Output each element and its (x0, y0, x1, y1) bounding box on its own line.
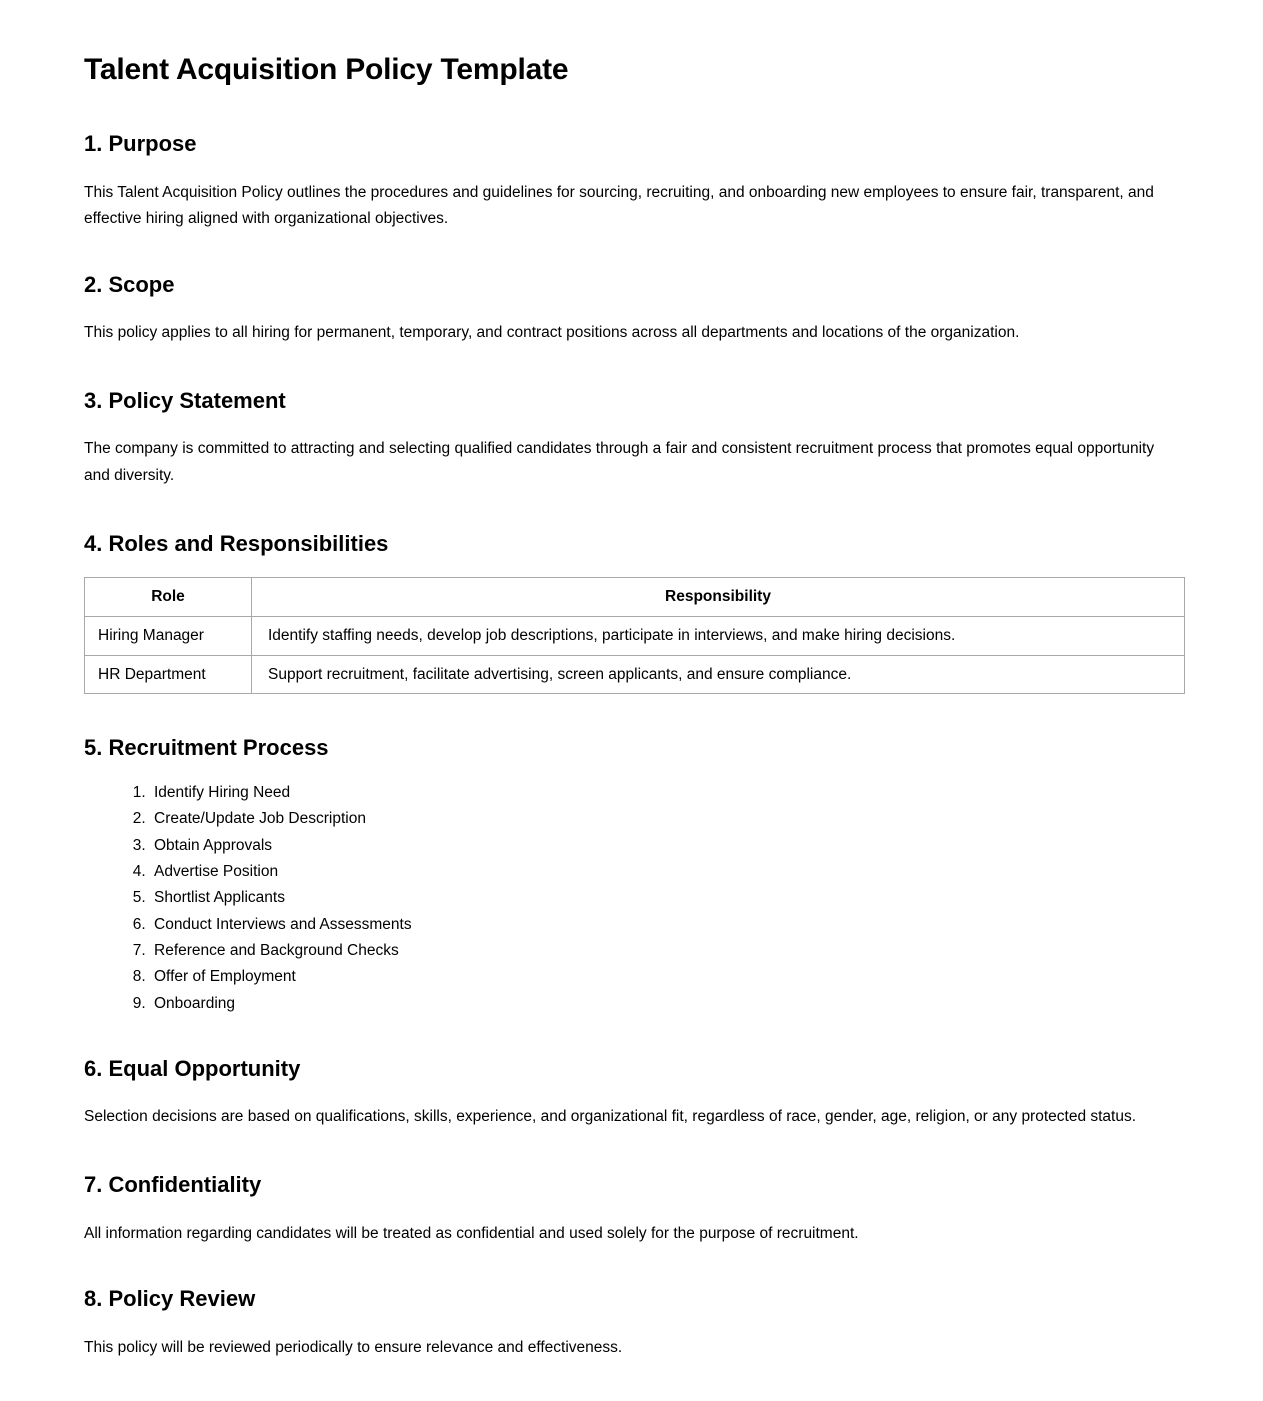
section-policy-statement (84, 387, 1183, 490)
list-item: 6. Conduct Interviews and Assessments (150, 912, 1183, 938)
roles-responsibilities-table (84, 577, 1185, 694)
recruitment-process-list (84, 780, 1183, 1017)
section-body-policy-review: This policy will be reviewed periodically to ensure relevance and effectiveness. (84, 1338, 623, 1356)
section-heading-policy-statement: 3. Policy Statement (84, 387, 286, 413)
section-heading-scope: 2. Scope (84, 271, 175, 297)
table-row (85, 655, 1185, 694)
table-header-row (85, 578, 1185, 617)
table-cell-responsibility: Identify staffing needs, develop job descriptions, participate in interviews, and make hiring decisions. (252, 616, 1185, 655)
list-item: 1. Identify Hiring Need (150, 780, 1183, 806)
section-heading-roles-responsibilities: 4. Roles and Responsibilities (84, 530, 389, 556)
section-confidentiality (84, 1171, 1183, 1247)
section-purpose (84, 130, 1183, 233)
table-header-responsibility: Responsibility (252, 578, 1185, 617)
section-heading-purpose: 1. Purpose (84, 131, 197, 156)
list-item: 2. Create/Update Job Description (150, 806, 1183, 832)
list-item: 4. Advertise Position (150, 859, 1183, 885)
list-item: 8. Offer of Employment (150, 964, 1183, 990)
section-scope (84, 271, 1183, 347)
section-body-purpose: This Talent Acquisition Policy outlines the procedures and guidelines for sourcing, recruiting, and onboarding new employees to ensure fair, transparent, and effective hiring aligned with organizational objectives. (84, 183, 1154, 228)
section-body-scope: This policy applies to all hiring for permanent, temporary, and contract positions across all departments and locations of the organization. (84, 324, 1020, 342)
section-equal-opportunity (84, 1055, 1183, 1131)
table-cell-role: HR Department (85, 655, 252, 694)
section-heading-equal-opportunity: 6. Equal Opportunity (84, 1055, 301, 1081)
list-item: 9. Onboarding (150, 991, 1183, 1017)
section-heading-confidentiality: 7. Confidentiality (84, 1172, 262, 1198)
section-roles-responsibilities (84, 530, 1183, 695)
table-header-role: Role (85, 578, 252, 617)
list-item: 7. Reference and Background Checks (150, 938, 1183, 964)
section-body-equal-opportunity: Selection decisions are based on qualifications, skills, experience, and organizational fit, regardless of race, gender, age, religion, or any protected status. (84, 1108, 1137, 1126)
section-body-policy-statement: The company is committed to attracting and selecting qualified candidates through a fair and consistent recruitment process that promotes equal opportunity and diversity. (84, 440, 1155, 485)
section-heading-recruitment-process: 5. Recruitment Process (84, 735, 329, 761)
section-heading-policy-review: 8. Policy Review (84, 1286, 256, 1312)
section-policy-review (84, 1285, 1183, 1361)
list-item: 5. Shortlist Applicants (150, 885, 1183, 911)
section-recruitment-process (84, 734, 1183, 1017)
list-item: 3. Obtain Approvals (150, 833, 1183, 859)
section-body-confidentiality: All information regarding candidates will be treated as confidential and used solely for the purpose of recruitment. (84, 1224, 859, 1242)
table-row (85, 616, 1185, 655)
table-cell-role: Hiring Manager (85, 616, 252, 655)
page-title: Talent Acquisition Policy Template (84, 53, 569, 86)
table-cell-responsibility: Support recruitment, facilitate advertising, screen applicants, and ensure compliance. (252, 655, 1185, 694)
